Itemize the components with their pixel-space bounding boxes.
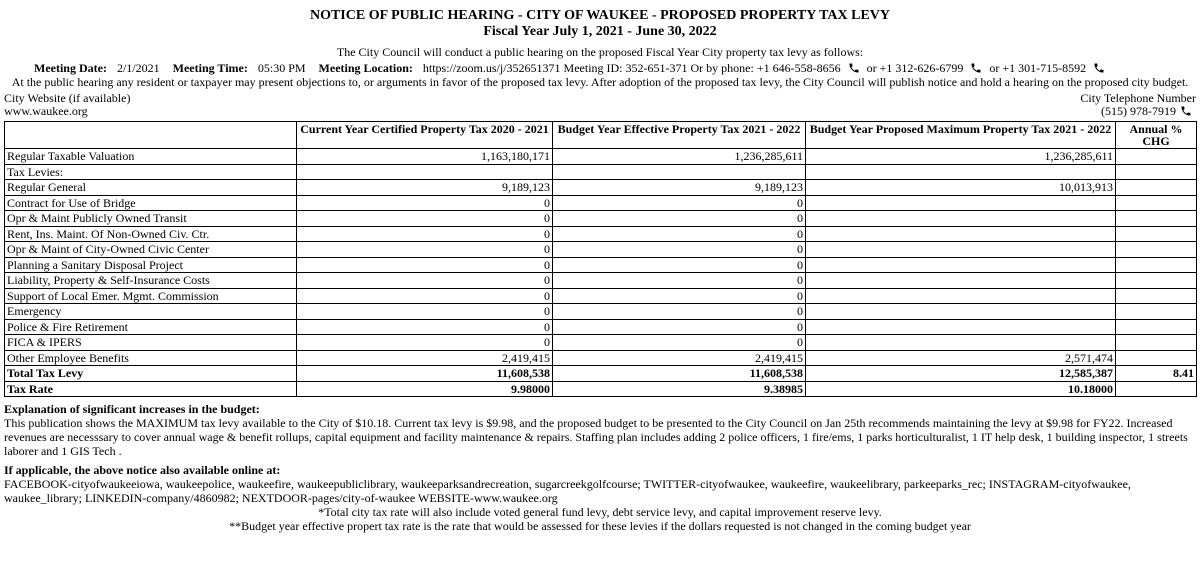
- footnote-1: *Total city tax rate will also include voted general fund levy, debt service levy, and capital improvement reserve levy.: [318, 504, 882, 519]
- row-label: Support of Local Emer. Mgmt. Commission: [5, 288, 297, 304]
- row-label: Opr & Maint of City-Owned Civic Center: [5, 242, 297, 258]
- row-label: Planning a Sanitary Disposal Project: [5, 257, 297, 273]
- annual-change-value: [1116, 149, 1197, 165]
- proposed-value: [806, 242, 1116, 258]
- table-row: [5, 257, 1197, 273]
- table-row: [5, 164, 1197, 180]
- row-label: FICA & IPERS: [5, 335, 297, 351]
- effective-value: 0: [553, 304, 806, 320]
- table-row: [5, 366, 1197, 382]
- table-row: [5, 350, 1197, 366]
- annual-change-value: [1116, 304, 1197, 320]
- annual-change-value: [1116, 242, 1197, 258]
- effective-value: 9,189,123: [553, 180, 806, 196]
- table-row: [5, 381, 1197, 397]
- effective-value: 1,236,285,611: [553, 149, 806, 165]
- effective-value: 0: [553, 242, 806, 258]
- meeting-date-label: Meeting Date:: [34, 60, 107, 75]
- effective-value: 0: [553, 319, 806, 335]
- effective-value: 0: [553, 211, 806, 227]
- effective-value: 9.38985: [553, 381, 806, 397]
- current-year-value: [297, 164, 553, 180]
- effective-value: 0: [553, 226, 806, 242]
- current-year-value: 1,163,180,171: [297, 149, 553, 165]
- current-year-value: 0: [297, 288, 553, 304]
- meeting-time-value: 05:30 PM: [257, 60, 306, 75]
- current-year-value: 0: [297, 242, 553, 258]
- table-row: [5, 149, 1197, 165]
- effective-value: 2,419,415: [553, 350, 806, 366]
- row-label: Opr & Maint Publicly Owned Transit: [5, 211, 297, 227]
- current-year-value: 11,608,538: [297, 366, 553, 382]
- website-label: City Website (if available): [4, 90, 131, 105]
- table-row: [5, 226, 1197, 242]
- row-label: Total Tax Levy: [5, 366, 297, 382]
- header-label: [5, 122, 297, 149]
- row-label: Contract for Use of Bridge: [5, 195, 297, 211]
- annual-change-value: [1116, 319, 1197, 335]
- telephone-value: (515) 978-7919: [1101, 104, 1176, 119]
- proposed-value: [806, 257, 1116, 273]
- annual-change-value: [1116, 288, 1197, 304]
- meeting-location-label: Meeting Location:: [318, 60, 413, 75]
- table-row: [5, 180, 1197, 196]
- proposed-value: 10,013,913: [806, 180, 1116, 196]
- explanation-heading: Explanation of significant increases in the budget:: [4, 402, 260, 417]
- header-proposed: Budget Year Proposed Maximum Property Tax 2021 - 2022: [806, 122, 1116, 149]
- effective-value: 0: [553, 257, 806, 273]
- effective-value: 0: [553, 335, 806, 351]
- phone-icon: [1093, 62, 1105, 74]
- current-year-value: 9,189,123: [297, 180, 553, 196]
- intro-text: The City Council will conduct a public hearing on the proposed Fiscal Year City property tax levy as follows:: [336, 45, 864, 60]
- explanation-section: [4, 403, 1196, 458]
- table-row: [5, 211, 1197, 227]
- proposed-value: [806, 335, 1116, 351]
- current-year-value: 0: [297, 211, 553, 227]
- proposed-value: [806, 211, 1116, 227]
- effective-value: 0: [553, 288, 806, 304]
- meeting-date-value: 2/1/2021: [116, 60, 160, 75]
- annual-change-value: [1116, 211, 1197, 227]
- proposed-value: 12,585,387: [806, 366, 1116, 382]
- current-year-value: 0: [297, 226, 553, 242]
- online-section: [4, 464, 1196, 533]
- meeting-phone-2: or +1 312-626-6799: [866, 60, 964, 75]
- table-row: [5, 242, 1197, 258]
- table-row: [5, 288, 1197, 304]
- explanation-text: This publication shows the MAXIMUM tax levy available to the City of $10.18. Current tax levy is $9.98, and the proposed budget to be presented to the City Council on Jan 25th recommends maintaining the levy at $9.98 for FY22. Increased revenues are necesssary to cover annual wage & benefit rollups, capital equipment and facility maintenance & repairs. Staffing plan includes adding 2 police officers, 1 fire/ems, 1 parks horticulturalist, 1 IT help desk, 1 building inspector, 1 streets laborer and 1 GIS Tech .: [4, 415, 1188, 458]
- proposed-value: [806, 288, 1116, 304]
- proposed-value: [806, 164, 1116, 180]
- effective-value: 0: [553, 195, 806, 211]
- table-row: [5, 304, 1197, 320]
- current-year-value: 0: [297, 195, 553, 211]
- annual-change-value: [1116, 335, 1197, 351]
- telephone-row: [1080, 105, 1196, 119]
- current-year-value: 0: [297, 273, 553, 289]
- annual-change-value: [1116, 164, 1197, 180]
- meeting-location-value: https://zoom.us/j/352651371 Meeting ID: 352-651-371 Or by phone: +1 646-558-8656: [422, 60, 841, 75]
- current-year-value: 0: [297, 304, 553, 320]
- row-label: Other Employee Benefits: [5, 350, 297, 366]
- notice-title: NOTICE OF PUBLIC HEARING - CITY OF WAUKEE - PROPOSED PROPERTY TAX LEVY: [309, 8, 891, 23]
- phone-icon: [970, 62, 982, 74]
- current-year-value: 2,419,415: [297, 350, 553, 366]
- annual-change-value: [1116, 381, 1197, 397]
- proposed-value: [806, 226, 1116, 242]
- header-effective: Budget Year Effective Property Tax 2021 - 2022: [553, 122, 806, 149]
- table-header-row: [5, 122, 1197, 149]
- annual-change-value: [1116, 350, 1197, 366]
- header-annual-change: Annual % CHG: [1116, 122, 1197, 149]
- annual-change-value: [1116, 195, 1197, 211]
- tax-levy-table: [4, 121, 1197, 397]
- phone-icon: [1180, 105, 1192, 117]
- phone-icon: [848, 62, 860, 74]
- row-label: Tax Rate: [5, 381, 297, 397]
- annual-change-value: 8.41: [1116, 366, 1197, 382]
- row-label: Emergency: [5, 304, 297, 320]
- hearing-notice: At the public hearing any resident or taxpayer may present objections to, or arguments in favor of the proposed tax levy. After adoption of the proposed tax levy, the City Council will publish notice and hold a hearing on the proposed city budget.: [11, 74, 1189, 89]
- row-label: Liability, Property & Self-Insurance Costs: [5, 273, 297, 289]
- row-label: Regular General: [5, 180, 297, 196]
- effective-value: 0: [553, 273, 806, 289]
- proposed-value: [806, 273, 1116, 289]
- annual-change-value: [1116, 257, 1197, 273]
- meeting-info: [4, 62, 1196, 76]
- annual-change-value: [1116, 226, 1197, 242]
- fiscal-year-subtitle: Fiscal Year July 1, 2021 - June 30, 2022: [483, 24, 717, 40]
- proposed-value: 1,236,285,611: [806, 149, 1116, 165]
- effective-value: [553, 164, 806, 180]
- table-row: [5, 335, 1197, 351]
- proposed-value: 2,571,474: [806, 350, 1116, 366]
- annual-change-value: [1116, 180, 1197, 196]
- row-label: Police & Fire Retirement: [5, 319, 297, 335]
- online-heading: If applicable, the above notice also available online at:: [4, 463, 281, 478]
- row-label: Tax Levies:: [5, 164, 297, 180]
- current-year-value: 0: [297, 257, 553, 273]
- proposed-value: [806, 319, 1116, 335]
- meeting-time-label: Meeting Time:: [172, 60, 248, 75]
- table-row: [5, 319, 1197, 335]
- website-link[interactable]: www.waukee.org: [4, 104, 88, 119]
- proposed-value: [806, 195, 1116, 211]
- current-year-value: 9.98000: [297, 381, 553, 397]
- current-year-value: 0: [297, 335, 553, 351]
- telephone-label: City Telephone Number: [1080, 90, 1196, 105]
- online-text: FACEBOOK-cityofwaukeeiowa, waukeepolice, waukeefire, waukeepubliclibrary, waukeeparksandrecreation, sugarcreekgolfcourse; TWITTER-cityofwaukee, waukeefire, waukeelibrary, parkeeparks_rec; INSTAGRAM-cityofwaukee, waukee_library; LINKEDIN-company/4860982; NEXTDOOR-pages/city-of-waukee WEBSITE-www.waukee.org: [4, 477, 1131, 505]
- meeting-phone-3: or +1 301-715-8592: [989, 60, 1087, 75]
- table-row: [5, 195, 1197, 211]
- city-contact-info: [4, 92, 1196, 120]
- effective-value: 11,608,538: [553, 366, 806, 382]
- row-label: Regular Taxable Valuation: [5, 149, 297, 165]
- footnote-2: **Budget year effective propert tax rate is the rate that would be assessed for these levies if the dollars requested is not changed in the coming budget year: [229, 518, 971, 533]
- current-year-value: 0: [297, 319, 553, 335]
- annual-change-value: [1116, 273, 1197, 289]
- row-label: Rent, Ins. Maint. Of Non-Owned Civ. Ctr.: [5, 226, 297, 242]
- proposed-value: [806, 304, 1116, 320]
- header-current-year: Current Year Certified Property Tax 2020 - 2021: [297, 122, 553, 149]
- table-row: [5, 273, 1197, 289]
- proposed-value: 10.18000: [806, 381, 1116, 397]
